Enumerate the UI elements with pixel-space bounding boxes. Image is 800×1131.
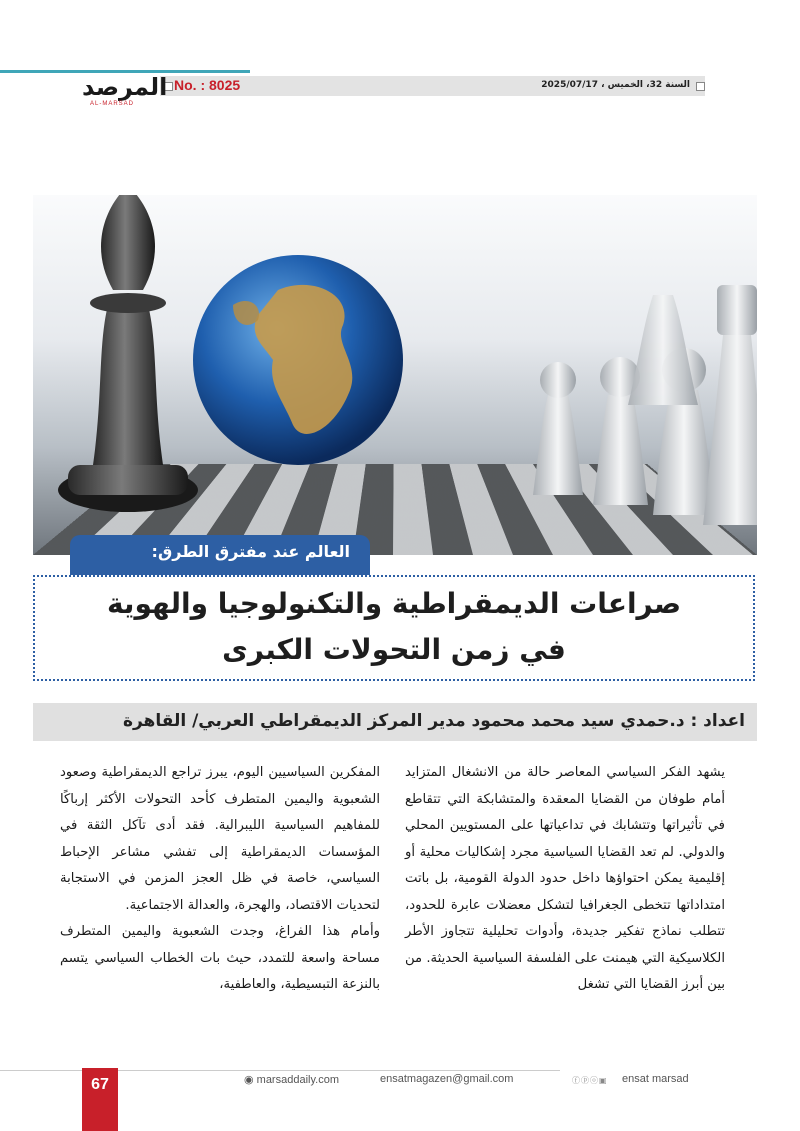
social-handle[interactable]: ensat marsad <box>622 1073 689 1085</box>
header-square-icon <box>696 82 705 91</box>
logo: المرصد <box>82 73 168 101</box>
subtitle-tab <box>70 535 370 577</box>
chess-illustration <box>33 195 757 555</box>
article-title-line1: صراعات الديمقراطية والتكنولوجيا والهوية <box>106 587 682 620</box>
white-pieces-icon <box>533 285 757 525</box>
paragraph: يشهد الفكر السياسي المعاصر حالة من الانشغال المتزايد أمام طوفان من القضايا المعقدة والمتشابكة التي تتقاطع في تأثيراتها وتتشابك في تداعياتها على المستويين المحلي والدولي. لم تعد القضايا السياسية مجرد إشكاليات محلية أو إقليمية يمكن احتواؤها داخل حدود الدولة القومية، بل باتت امتداداتها تتخطى الجغرافيا لتشكل معضلات عابرة للحدود، تتطلب نماذج تفكير جديدة، وأدوات تحليلية تتجاوز الأطر الكلاسيكية التي هيمنت على الفلسفة السياسية الحديثة. من بين أبرز القضايا التي تشغل <box>405 765 725 992</box>
social-icons[interactable]: ⓕⓟⓞ▣ <box>572 1076 608 1085</box>
page-number-box <box>82 1068 118 1131</box>
globe-small-icon: ◉ <box>244 1074 257 1086</box>
author-byline: اعداد : د.حمدي سيد محمد محمود مدير المركز الديمقراطي العربي/ القاهرة <box>122 711 745 731</box>
logo-subtitle: AL-MARSAD <box>90 101 135 107</box>
email-link[interactable]: ensatmagazen@gmail.com <box>380 1073 514 1085</box>
page-number: 67 <box>91 1076 109 1093</box>
black-bishop-icon <box>58 195 198 512</box>
article-title-line2: في زمن التحولات الكبرى <box>222 633 566 666</box>
paragraph: وأمام هذا الفراغ، وجدت الشعبوية واليمين المتطرف مساحة واسعة للتمدد، حيث بات الخطاب السياسي يتسم بالنزعة التبسيطية، والعاطفية، <box>60 924 380 992</box>
hero-image <box>33 195 757 555</box>
website-link[interactable]: ◉ marsaddaily.com <box>244 1074 339 1086</box>
author-bar <box>33 703 757 741</box>
issue-date: السنة 32، الخميس ، 2025/07/17 <box>541 80 690 90</box>
article-column-right <box>405 760 725 999</box>
paragraph: المفكرين السياسيين اليوم، يبرز تراجع الديمقراطية وصعود الشعبوية واليمين المتطرف كأحد التحولات الأكثر إرباكًا للمفاهيم السياسية الليبرالية. فقد أدى تآكل الثقة في المؤسسات الديمقراطية إلى تفشي مشاعر الإحباط السياسي، خاصة في ظل العجز المزمن في الاستجابة لتحديات الاقتصاد، والهجرة، والعدالة الاجتماعية. <box>60 765 380 913</box>
article-kicker: العالم عند مفترق الطرق: <box>151 542 350 561</box>
issue-number: No. : 8025 <box>174 77 241 93</box>
globe-icon <box>193 255 403 465</box>
article-column-left <box>60 760 380 999</box>
title-box <box>33 575 755 681</box>
